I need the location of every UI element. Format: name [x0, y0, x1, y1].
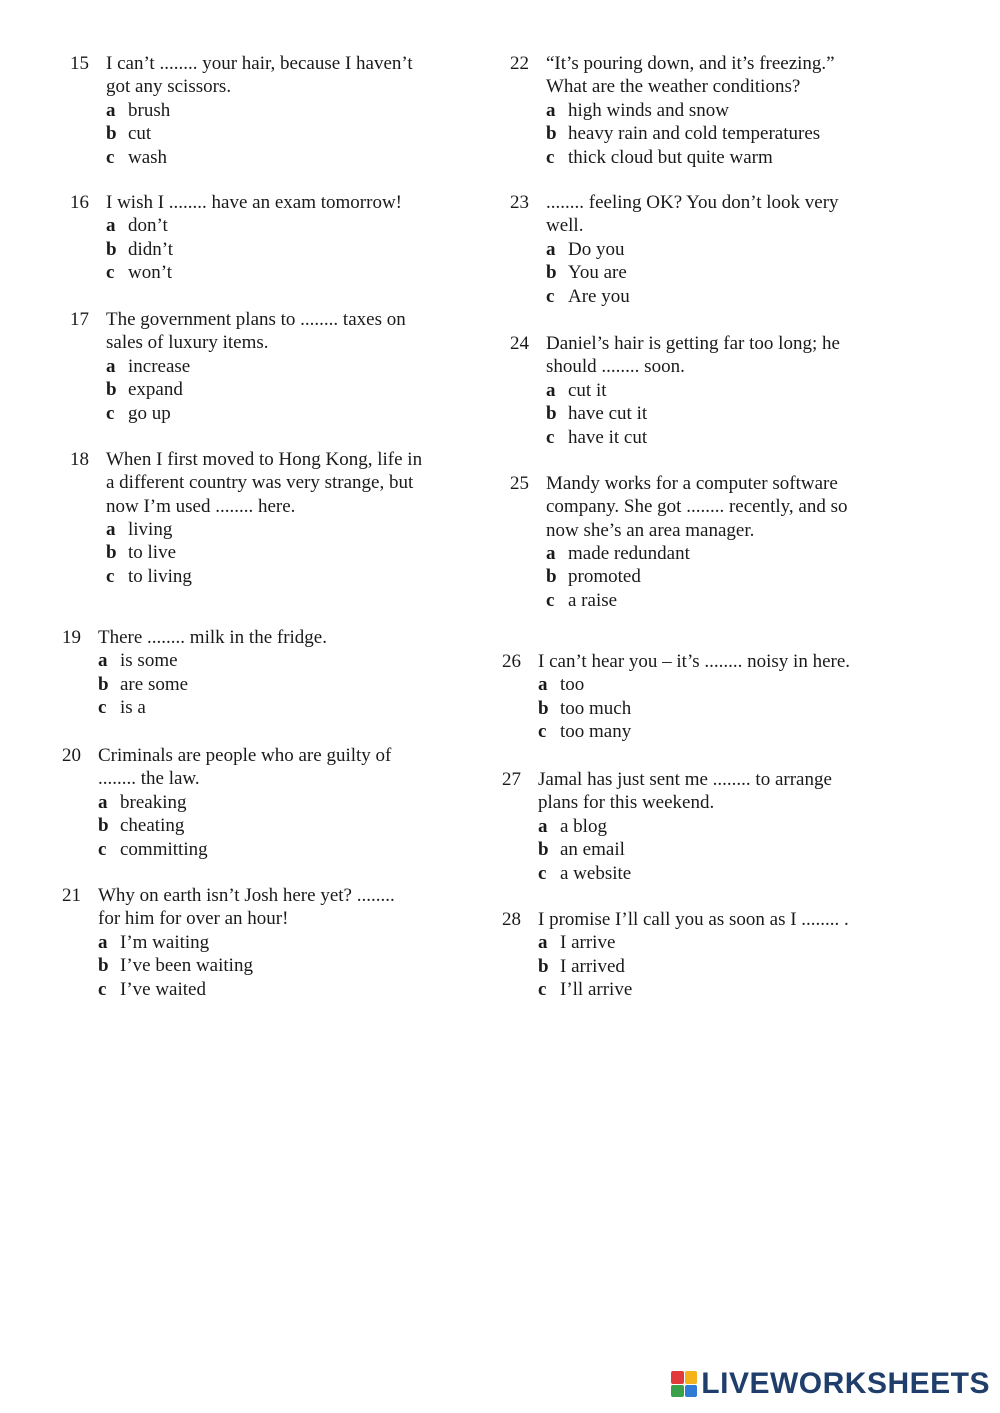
option-text: expand	[128, 379, 183, 401]
option-letter: a	[106, 99, 116, 121]
option-a[interactable]	[98, 649, 327, 673]
option-text: didn’t	[128, 238, 174, 260]
question-number: 17	[70, 309, 89, 330]
option-text: made redundant	[568, 542, 690, 564]
option-letter: b	[106, 542, 117, 564]
option-letter: b	[538, 839, 549, 861]
option-text: breaking	[120, 791, 187, 813]
option-text: don’t	[128, 215, 168, 237]
option-b[interactable]	[98, 673, 327, 697]
option-a[interactable]	[106, 355, 406, 379]
option-letter: a	[546, 542, 556, 564]
option-b[interactable]	[98, 954, 395, 978]
option-text: an email	[560, 839, 625, 861]
option-c[interactable]	[546, 146, 835, 170]
option-c[interactable]	[106, 565, 422, 589]
option-text: cut	[128, 123, 152, 145]
option-c[interactable]	[98, 696, 327, 720]
option-b[interactable]	[98, 814, 391, 838]
question-text: ........ feeling OK? You don’t look very well.	[546, 192, 839, 237]
option-text: a raise	[568, 589, 618, 611]
option-letter: a	[106, 518, 116, 540]
question-26	[502, 650, 850, 744]
option-letter: a	[98, 650, 108, 672]
option-letter: b	[546, 262, 557, 284]
option-letter: b	[106, 238, 117, 260]
question-24	[510, 332, 840, 449]
option-letter: c	[106, 402, 115, 424]
option-text: a blog	[560, 815, 607, 837]
option-text: won’t	[128, 262, 172, 284]
option-a[interactable]	[98, 931, 395, 955]
option-text: too	[560, 674, 585, 696]
option-text: is a	[120, 697, 146, 719]
option-letter: a	[538, 815, 548, 837]
option-text: committing	[120, 838, 208, 860]
option-letter: a	[546, 99, 556, 121]
option-text: have cut it	[568, 403, 648, 425]
option-letter: b	[98, 955, 109, 977]
option-text: go up	[128, 402, 171, 424]
option-c[interactable]	[106, 146, 413, 170]
question-number: 18	[70, 449, 89, 470]
option-c[interactable]	[98, 978, 395, 1002]
option-text: heavy rain and cold temperatures	[568, 123, 821, 145]
option-b[interactable]	[546, 122, 835, 146]
question-text: I wish I ........ have an exam tomorrow!	[106, 192, 403, 213]
option-text: I’m waiting	[120, 931, 210, 953]
question-19	[62, 626, 327, 720]
option-letter: a	[538, 674, 548, 696]
option-letter: c	[538, 721, 547, 743]
option-a[interactable]	[106, 214, 402, 238]
question-text: Why on earth isn’t Josh here yet? ........ for him for over an hour!	[98, 885, 395, 930]
liveworksheets-logo[interactable]	[671, 1367, 990, 1401]
question-22	[510, 52, 835, 169]
option-a[interactable]	[538, 931, 849, 955]
option-c[interactable]	[106, 402, 406, 426]
option-text: living	[128, 518, 173, 540]
question-number: 26	[502, 651, 521, 672]
question-number: 16	[70, 192, 89, 213]
option-c[interactable]	[546, 589, 847, 613]
question-number: 22	[510, 53, 529, 74]
question-number: 15	[70, 53, 89, 74]
option-b[interactable]	[106, 541, 422, 565]
option-letter: c	[98, 978, 107, 1000]
option-b[interactable]	[538, 697, 850, 721]
option-text: cheating	[120, 815, 185, 837]
question-text: “It’s pouring down, and it’s freezing.” What are the weather conditions?	[546, 53, 835, 98]
option-letter: c	[98, 697, 107, 719]
option-letter: c	[546, 426, 555, 448]
question-number: 28	[502, 909, 521, 930]
option-c[interactable]	[538, 720, 850, 744]
option-text: I arrive	[560, 932, 616, 954]
option-b[interactable]	[106, 238, 402, 262]
question-number: 24	[510, 333, 529, 354]
option-letter: a	[538, 932, 548, 954]
option-text: wash	[128, 146, 168, 168]
option-c[interactable]	[546, 426, 840, 450]
question-number: 23	[510, 192, 529, 213]
question-27	[502, 768, 832, 885]
question-25	[510, 472, 847, 612]
option-b[interactable]	[538, 838, 832, 862]
option-a[interactable]	[98, 791, 391, 815]
question-18	[70, 448, 422, 588]
option-c[interactable]	[538, 978, 849, 1002]
option-text: too many	[560, 721, 632, 743]
question-text: There ........ milk in the fridge.	[98, 627, 327, 648]
option-letter: c	[546, 589, 555, 611]
option-letter: a	[98, 931, 108, 953]
question-17	[70, 308, 406, 425]
option-text: increase	[128, 355, 191, 377]
option-b[interactable]	[538, 955, 849, 979]
option-letter: a	[98, 791, 108, 813]
option-letter: c	[98, 838, 107, 860]
option-a[interactable]	[106, 518, 422, 542]
option-text: Do you	[568, 238, 625, 260]
question-text: Mandy works for a computer software company. She got ........ recently, and so now she’s an area manager.	[546, 473, 848, 541]
option-text: are some	[120, 673, 189, 695]
option-letter: c	[106, 565, 115, 587]
liveworksheets-logo-icon	[671, 1371, 697, 1397]
option-text: You are	[568, 262, 627, 284]
option-b[interactable]	[546, 261, 839, 285]
option-a[interactable]	[546, 542, 847, 566]
logo-text: LIVEWORKSHEETS	[701, 1367, 990, 1400]
option-letter: c	[538, 862, 547, 884]
question-text: Daniel’s hair is getting far too long; he should ........ soon.	[546, 333, 840, 378]
option-c[interactable]	[546, 285, 839, 309]
option-b[interactable]	[106, 378, 406, 402]
option-letter: b	[546, 123, 557, 145]
option-a[interactable]	[546, 379, 840, 403]
option-letter: b	[106, 123, 117, 145]
option-text: to living	[128, 565, 192, 587]
option-letter: c	[538, 979, 547, 1001]
option-text: too much	[560, 697, 632, 719]
question-number: 19	[62, 627, 81, 648]
option-a[interactable]	[546, 99, 835, 123]
question-23	[510, 191, 839, 308]
question-text: When I first moved to Hong Kong, life in a different country was very strange, but now I’m used ........ here.	[106, 449, 423, 517]
option-letter: b	[538, 955, 549, 977]
option-letter: b	[98, 673, 109, 695]
option-text: have it cut	[568, 426, 648, 448]
question-text: Criminals are people who are guilty of ........ the law.	[98, 745, 392, 790]
option-letter: a	[546, 379, 556, 401]
question-number: 20	[62, 745, 81, 766]
option-b[interactable]	[546, 402, 840, 426]
option-text: brush	[128, 99, 171, 121]
option-letter: b	[546, 566, 557, 588]
question-20	[62, 744, 391, 861]
option-text: thick cloud but quite warm	[568, 146, 773, 168]
option-letter: b	[546, 403, 557, 425]
option-letter: c	[546, 285, 555, 307]
question-16	[70, 191, 402, 285]
question-text: The government plans to ........ taxes on sales of luxury items.	[106, 309, 406, 354]
question-text: I can’t ........ your hair, because I haven’t got any scissors.	[106, 53, 413, 98]
option-c[interactable]	[538, 862, 832, 886]
question-number: 25	[510, 473, 529, 494]
option-b[interactable]	[546, 565, 847, 589]
question-21	[62, 884, 395, 1001]
option-text: a website	[560, 862, 632, 884]
option-a[interactable]	[538, 815, 832, 839]
option-c[interactable]	[98, 838, 391, 862]
question-text: Jamal has just sent me ........ to arrange plans for this weekend.	[538, 769, 832, 814]
option-text: I’ll arrive	[560, 979, 633, 1001]
option-c[interactable]	[106, 261, 402, 285]
option-text: Are you	[568, 285, 630, 307]
option-text: is some	[120, 650, 178, 672]
option-b[interactable]	[106, 122, 413, 146]
option-a[interactable]	[546, 238, 839, 262]
option-letter: a	[106, 355, 116, 377]
option-text: promoted	[568, 566, 641, 588]
option-letter: b	[538, 697, 549, 719]
option-a[interactable]	[106, 99, 413, 123]
option-a[interactable]	[538, 673, 850, 697]
option-text: cut it	[568, 379, 607, 401]
option-letter: a	[106, 215, 116, 237]
question-number: 21	[62, 885, 81, 906]
option-text: I’ve waited	[120, 978, 206, 1000]
option-letter: c	[106, 146, 115, 168]
option-letter: a	[546, 238, 556, 260]
option-text: I’ve been waiting	[120, 955, 253, 977]
question-number: 27	[502, 769, 521, 790]
question-28	[502, 908, 849, 1002]
question-text: I can’t hear you – it’s ........ noisy in here.	[538, 651, 851, 672]
option-text: high winds and snow	[568, 99, 729, 121]
question-15	[70, 52, 413, 169]
option-letter: b	[98, 815, 109, 837]
option-text: I arrived	[560, 955, 625, 977]
question-text: I promise I’ll call you as soon as I ........ .	[538, 909, 849, 930]
option-letter: c	[106, 262, 115, 284]
option-letter: b	[106, 379, 117, 401]
option-letter: c	[546, 146, 555, 168]
option-text: to live	[128, 542, 177, 564]
